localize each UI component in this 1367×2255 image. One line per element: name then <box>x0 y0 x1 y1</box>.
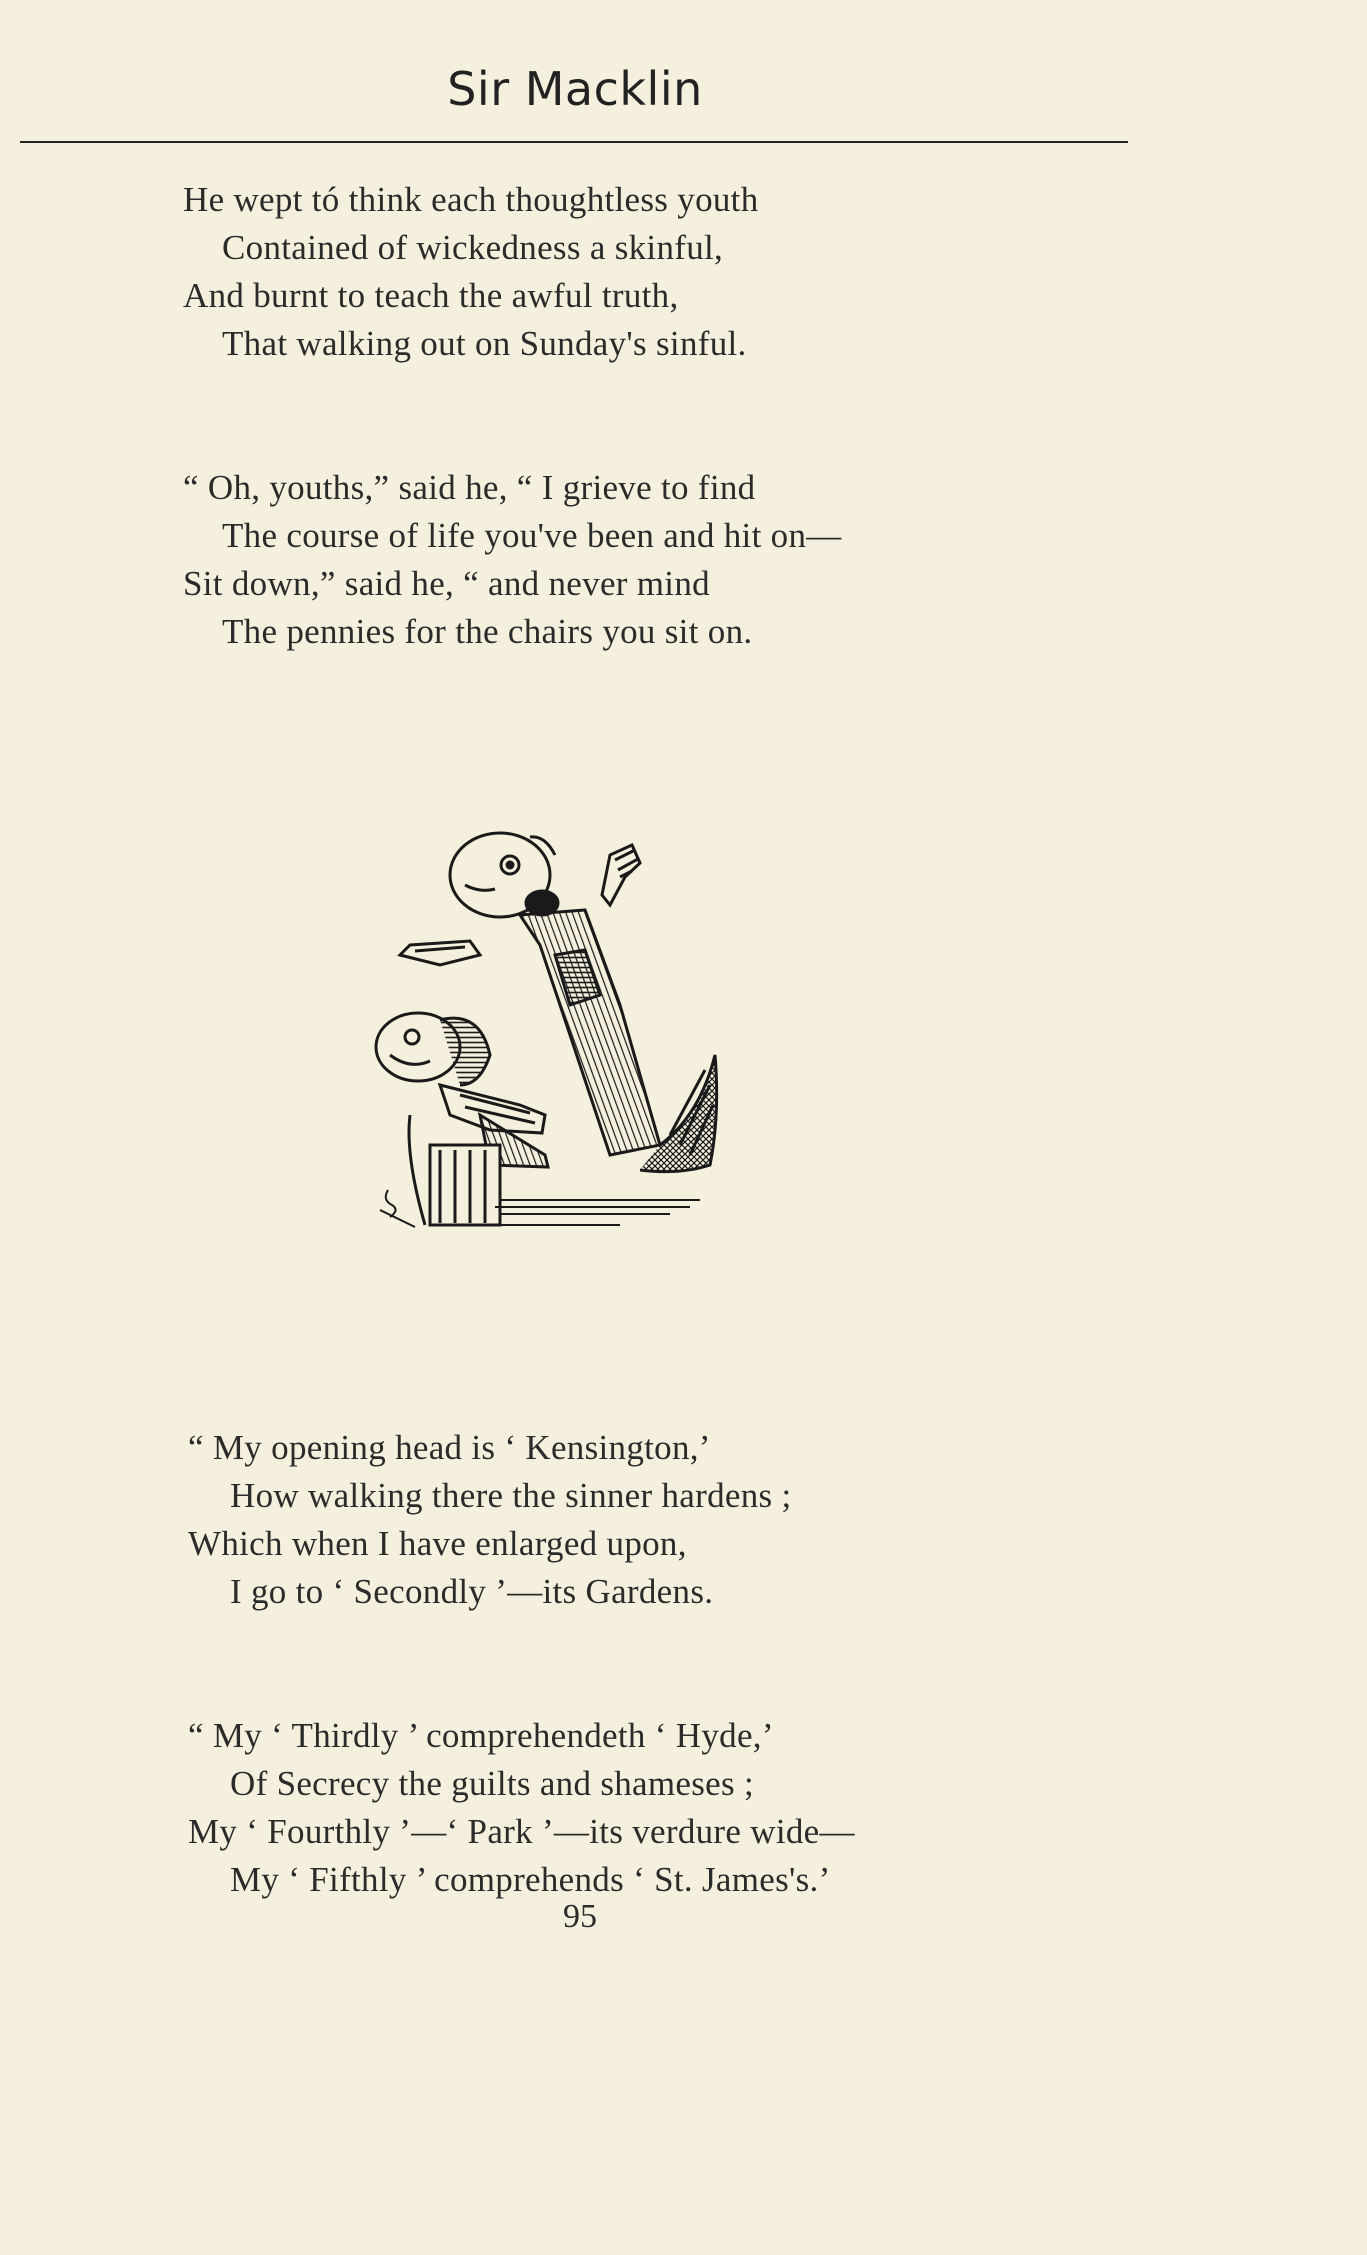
illustration-engraving <box>370 815 815 1255</box>
verse-line: The pennies for the chairs you sit on. <box>222 612 753 651</box>
verse-line: My ‘ Fifthly ’ comprehends ‘ St. James's.’ <box>230 1860 831 1899</box>
verse-line: “ Oh, youths,” said he, “ I grieve to find <box>183 468 756 507</box>
verse-line: I go to ‘ Secondly ’—its Gardens. <box>230 1572 714 1611</box>
header-rule <box>20 141 1128 143</box>
verse-line: Of Secrecy the guilts and shameses ; <box>230 1764 754 1803</box>
verse-line: My ‘ Fourthly ’—‘ Park ’—its verdure wide— <box>188 1812 855 1851</box>
page-header: Sir Macklin <box>447 62 703 116</box>
preacher-figure <box>400 833 717 1172</box>
page-number: 95 <box>563 1898 597 1935</box>
verse-line: “ My ‘ Thirdly ’ comprehendeth ‘ Hyde,’ <box>188 1716 774 1755</box>
verse-line: “ My opening head is ‘ Kensington,’ <box>188 1428 711 1467</box>
verse-line: And burnt to teach the awful truth, <box>183 276 679 315</box>
verse-line: How walking there the sinner hardens ; <box>230 1476 792 1515</box>
verse-line: That walking out on Sunday's sinful. <box>222 324 747 363</box>
artist-signature <box>380 1190 415 1227</box>
seated-listener-figure <box>376 1013 548 1225</box>
verse-line: He wept tó think each thoughtless youth <box>183 180 759 219</box>
verse-line: The course of life you've been and hit on— <box>222 516 842 555</box>
verse-line: Sit down,” said he, “ and never mind <box>183 564 710 603</box>
verse-line: Contained of wickedness a skinful, <box>222 228 724 267</box>
verse-line: Which when I have enlarged upon, <box>188 1524 687 1563</box>
